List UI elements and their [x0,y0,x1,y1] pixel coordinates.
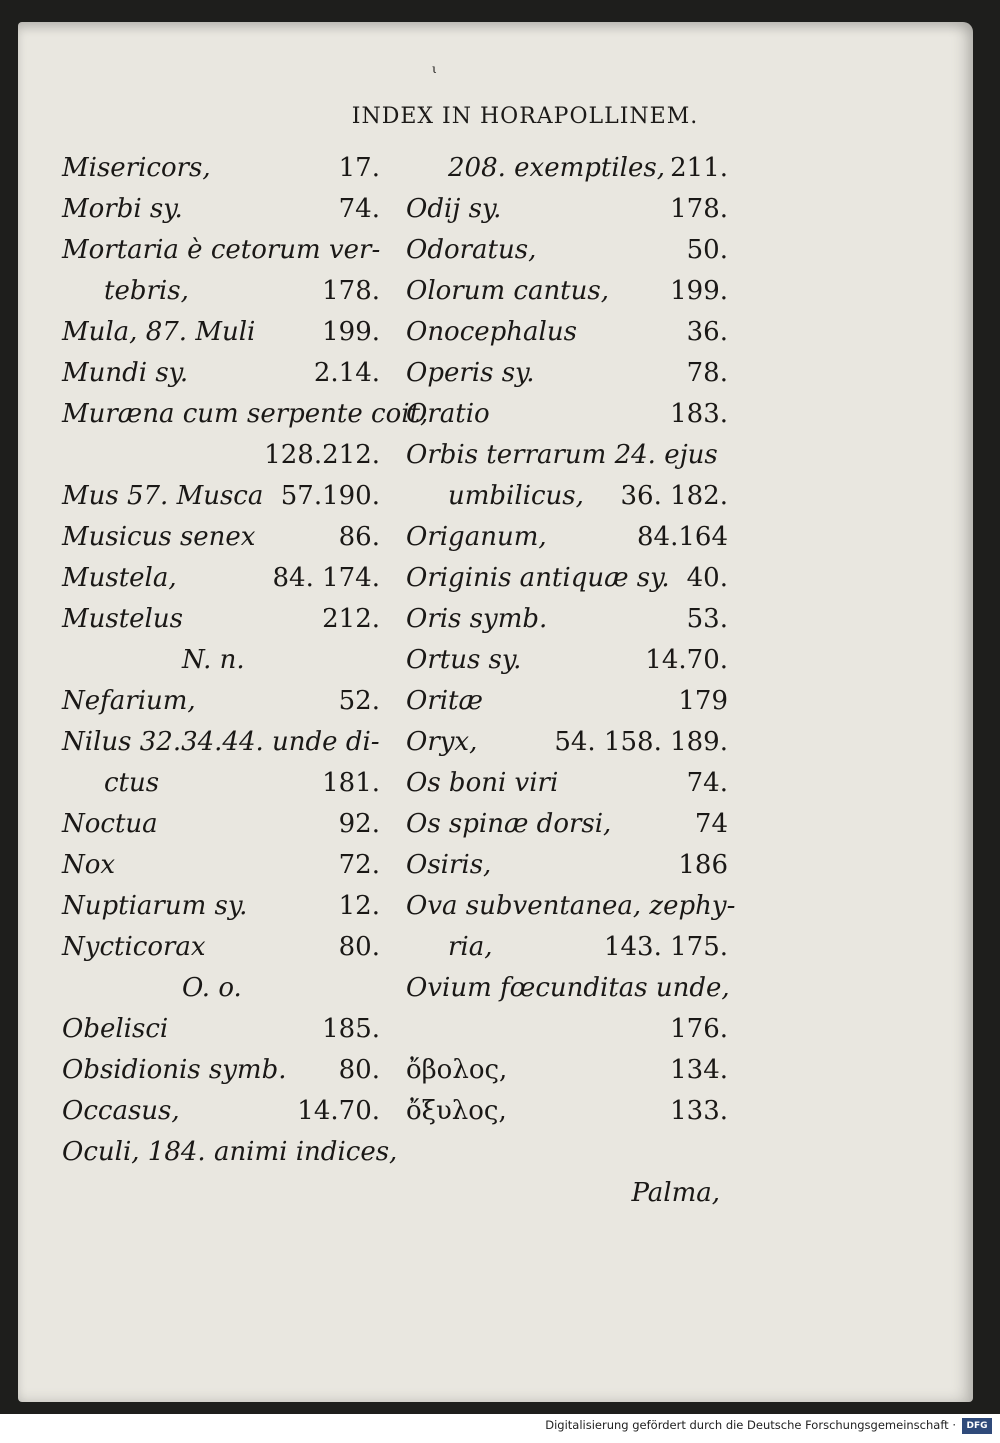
index-entry [62,435,380,476]
entry-pages: 14.70. [297,1096,380,1126]
entry-term: Muræna cum serpente coit, [62,399,429,429]
entry-pages: 12. [338,891,380,921]
entry-pages: 199. [670,276,728,306]
index-entry [406,845,728,886]
entry-pages: 80. [338,1055,380,1085]
entry-term: Oris symb. [406,604,548,634]
entry-pages: 72. [338,850,380,880]
entry-term: Odoratus, [406,235,537,265]
index-entry [62,845,380,886]
entry-pages: 52. [338,686,380,716]
index-entry [62,1009,380,1050]
index-entry-greek [406,1091,728,1132]
entry-term: Os spinæ dorsi, [406,809,612,839]
index-entry [62,1050,380,1091]
index-entry [406,927,728,968]
entry-term: Olorum cantus, [406,276,609,306]
entry-term: Origanum, [406,522,547,552]
index-entry [62,1132,398,1173]
entry-pages: 78. [686,358,728,388]
entry-term: ria, [448,932,493,962]
entry-pages: 179 [678,686,728,716]
entry-term: Obsidionis symb. [62,1055,287,1085]
index-entry [62,353,380,394]
entry-pages: 143. 175. [603,932,728,962]
entry-pages: 14.70. [645,645,728,675]
entry-pages: 54. 158. 189. [554,727,728,757]
entry-term: ctus [104,768,160,798]
entry-pages: 84. 174. [272,563,380,593]
section-letter-heading [62,968,380,1009]
index-entry [406,189,728,230]
entry-pages: 50. [686,235,728,265]
entry-term: Oculi, 184. animi indices, [62,1137,398,1167]
entry-pages: 178. [670,194,728,224]
index-entry [406,1009,728,1050]
entry-term: Mus 57. Musca [62,481,264,511]
index-column-left [62,148,429,1173]
dfg-logo[interactable]: DFG [962,1418,992,1434]
index-entry [406,722,728,763]
entry-term: Nuptiarum sy. [62,891,248,921]
entry-term: Originis antiquæ sy. [406,563,670,593]
entry-term: Ova subventanea, zephy- [406,891,736,921]
entry-pages: 133. [670,1096,728,1126]
entry-term: Nycticorax [62,932,206,962]
entry-term: ὄβολος, [406,1055,508,1085]
entry-pages: 40. [686,563,728,593]
index-entry [406,886,736,927]
index-entry [62,230,380,271]
index-entry [62,722,380,763]
index-entry [406,312,728,353]
entry-pages: 186 [678,850,728,880]
entry-term: Mundi sy. [62,358,189,388]
index-entry [406,681,728,722]
signature-mark: ι [432,62,437,76]
entry-term: Mortaria è cetorum ver- [62,235,381,265]
entry-term: Os boni viri [406,768,559,798]
entry-term: Orbis terrarum 24. ejus [406,440,718,470]
index-entry [62,1091,380,1132]
section-letter-heading [62,640,380,681]
index-entry [62,558,380,599]
entry-pages: 92. [338,809,380,839]
entry-pages: 53. [686,604,728,634]
index-entry [62,804,380,845]
entry-term: Odij sy. [406,194,502,224]
index-entry [406,640,728,681]
index-entry [406,558,728,599]
index-entry [62,394,429,435]
entry-term: Operis sy. [406,358,535,388]
running-head: INDEX IN HORAPOLLINEM. [351,104,699,129]
entry-term: Oritæ [406,686,483,716]
entry-term: Obelisci [62,1014,169,1044]
index-entry [406,763,728,804]
entry-pages: 74. [338,194,380,224]
entry-term: Nilus 32.34.44. unde di- [62,727,380,757]
entry-term: Ortus sy. [406,645,522,675]
index-entry [406,271,728,312]
entry-term: umbilicus, [448,481,584,511]
entry-term: Onocephalus [406,317,577,347]
entry-pages: 74 [694,809,728,839]
index-entry [406,968,728,1009]
index-entry [406,435,728,476]
entry-term: Oryx, [406,727,478,757]
entry-pages: 211. [670,153,728,183]
entry-pages: 199. [322,317,380,347]
index-entry [62,927,380,968]
entry-pages: 178. [322,276,380,306]
index-entry [62,312,380,353]
index-entry [406,476,728,517]
entry-pages: 176. [670,1014,728,1044]
index-entry [62,189,380,230]
entry-pages: 185. [322,1014,380,1044]
catchword: Palma, [631,1178,720,1208]
index-entry [406,394,728,435]
entry-pages: 36. [686,317,728,347]
digitization-credit: Digitalisierung gefördert durch die Deutsche Forschungsgemeinschaft · [545,1418,956,1432]
entry-pages: 2.14. [313,358,380,388]
entry-pages: 181. [322,768,380,798]
index-entry [62,599,380,640]
index-entry [62,517,380,558]
entry-term: Nox [62,850,116,880]
index-entry [62,476,380,517]
entry-term: Osiris, [406,850,492,880]
index-entry [62,681,380,722]
entry-pages: 17. [338,153,380,183]
index-entry [62,886,380,927]
entry-term: Misericors, [62,153,211,183]
entry-term: tebris, [104,276,189,306]
entry-pages: 74. [686,768,728,798]
entry-pages: 80. [338,932,380,962]
entry-pages: 134. [670,1055,728,1085]
entry-term: Occasus, [62,1096,180,1126]
entry-term: Mustelus [62,604,183,634]
index-entry [62,148,380,189]
index-entry [406,517,728,558]
entry-term: Oratio [406,399,490,429]
entry-term: N. n. [182,645,245,675]
entry-pages: 183. [670,399,728,429]
index-column-right [406,148,736,1132]
index-entry [406,148,728,189]
entry-pages: 128.212. [264,440,380,470]
index-entry [406,599,728,640]
index-entry-greek [406,1050,728,1091]
entry-term: Musicus senex [62,522,256,552]
index-entry [62,763,380,804]
entry-pages: 84.164 [637,522,728,552]
entry-term: Noctua [62,809,158,839]
index-entry [62,271,380,312]
entry-term: Ovium fœcunditas unde, [406,973,730,1003]
index-entry [406,230,728,271]
entry-term: O. o. [182,973,242,1003]
entry-term: Nefarium, [62,686,196,716]
entry-pages: 57.190. [280,481,380,511]
entry-term: Mula, 87. Muli [62,317,256,347]
index-entry [406,353,728,394]
entry-pages: 86. [338,522,380,552]
index-entry [406,804,728,845]
entry-term: 208. exemptiles, [448,153,665,183]
entry-pages: 212. [322,604,380,634]
entry-term: ὄξυλος, [406,1096,507,1126]
entry-pages: 36. 182. [620,481,728,511]
entry-term: Mustela, [62,563,177,593]
entry-term: Morbi sy. [62,194,183,224]
